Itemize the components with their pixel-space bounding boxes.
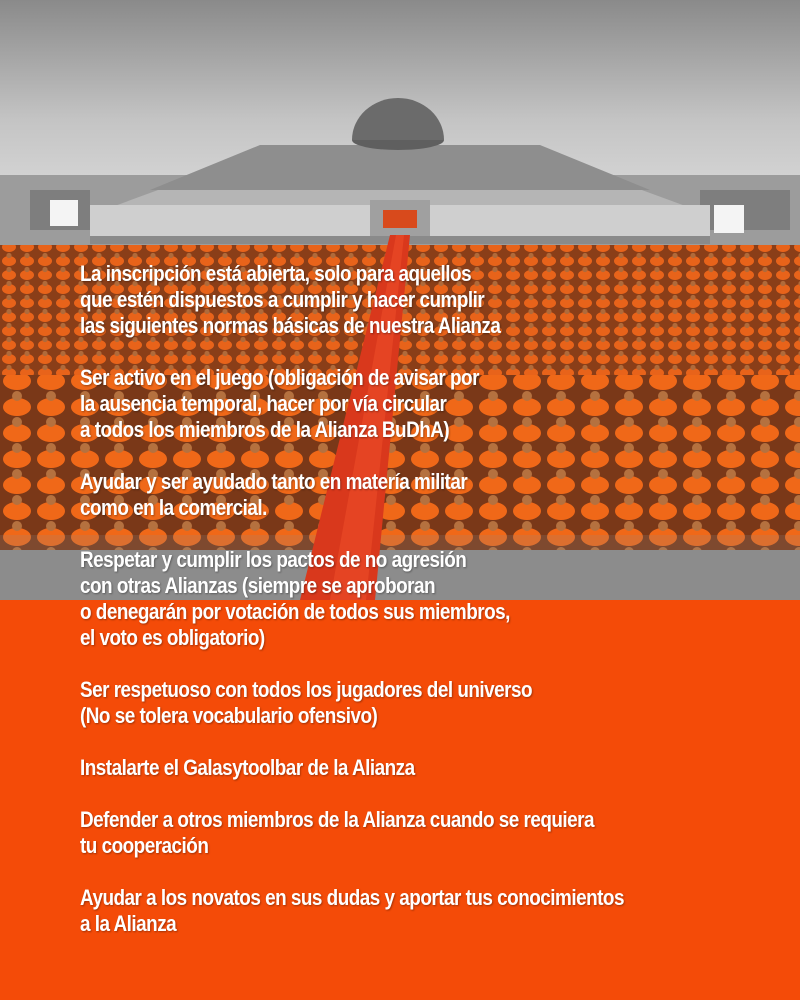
text-line: Ser activo en el juego (obligación de avisar por bbox=[80, 365, 479, 390]
text-line: Ayudar a los novatos en sus dudas y aportar tus conocimientos bbox=[80, 885, 624, 910]
text-line: o denegarán por votación de todos sus miembros, bbox=[80, 599, 510, 624]
text-line: Ser respetuoso con todos los jugadores del universo bbox=[80, 677, 533, 702]
rule-paragraph-defend bbox=[80, 807, 682, 859]
text-line: a todos los miembros de la Alianza BuDhA) bbox=[80, 417, 450, 442]
text-line: el voto es obligatorio) bbox=[80, 625, 265, 650]
intro-paragraph bbox=[80, 261, 682, 339]
text-line: Respetar y cumplir los pactos de no agresión bbox=[80, 547, 467, 572]
rule-paragraph-respect bbox=[80, 677, 682, 729]
text-line: La inscripción está abierta, solo para aquellos bbox=[80, 261, 472, 286]
rule-paragraph-pacts bbox=[80, 547, 682, 651]
text-line: a la Alianza bbox=[80, 911, 177, 936]
text-line: como en la comercial. bbox=[80, 495, 267, 520]
rule-paragraph-active bbox=[80, 365, 682, 443]
text-line: tu cooperación bbox=[80, 833, 209, 858]
text-line: Instalarte el Galasytoolbar de la Alianza bbox=[80, 755, 415, 780]
text-line: Ayudar y ser ayudado tanto en matería militar bbox=[80, 469, 468, 494]
rule-paragraph-newbies bbox=[80, 885, 682, 937]
text-line: Defender a otros miembros de la Alianza cuando se requiera bbox=[80, 807, 595, 832]
rules-text-block bbox=[80, 261, 682, 963]
rule-paragraph-toolbar bbox=[80, 755, 682, 781]
text-line: las siguientes normas básicas de nuestra Alianza bbox=[80, 313, 501, 338]
text-line: que estén dispuestos a cumplir y hacer cumplir bbox=[80, 287, 485, 312]
text-line: la ausencia temporal, hacer por vía circular bbox=[80, 391, 447, 416]
text-line: (No se tolera vocabulario ofensivo) bbox=[80, 703, 378, 728]
text-line: con otras Alianzas (siempre se aproboran bbox=[80, 573, 436, 598]
rule-paragraph-help bbox=[80, 469, 682, 521]
